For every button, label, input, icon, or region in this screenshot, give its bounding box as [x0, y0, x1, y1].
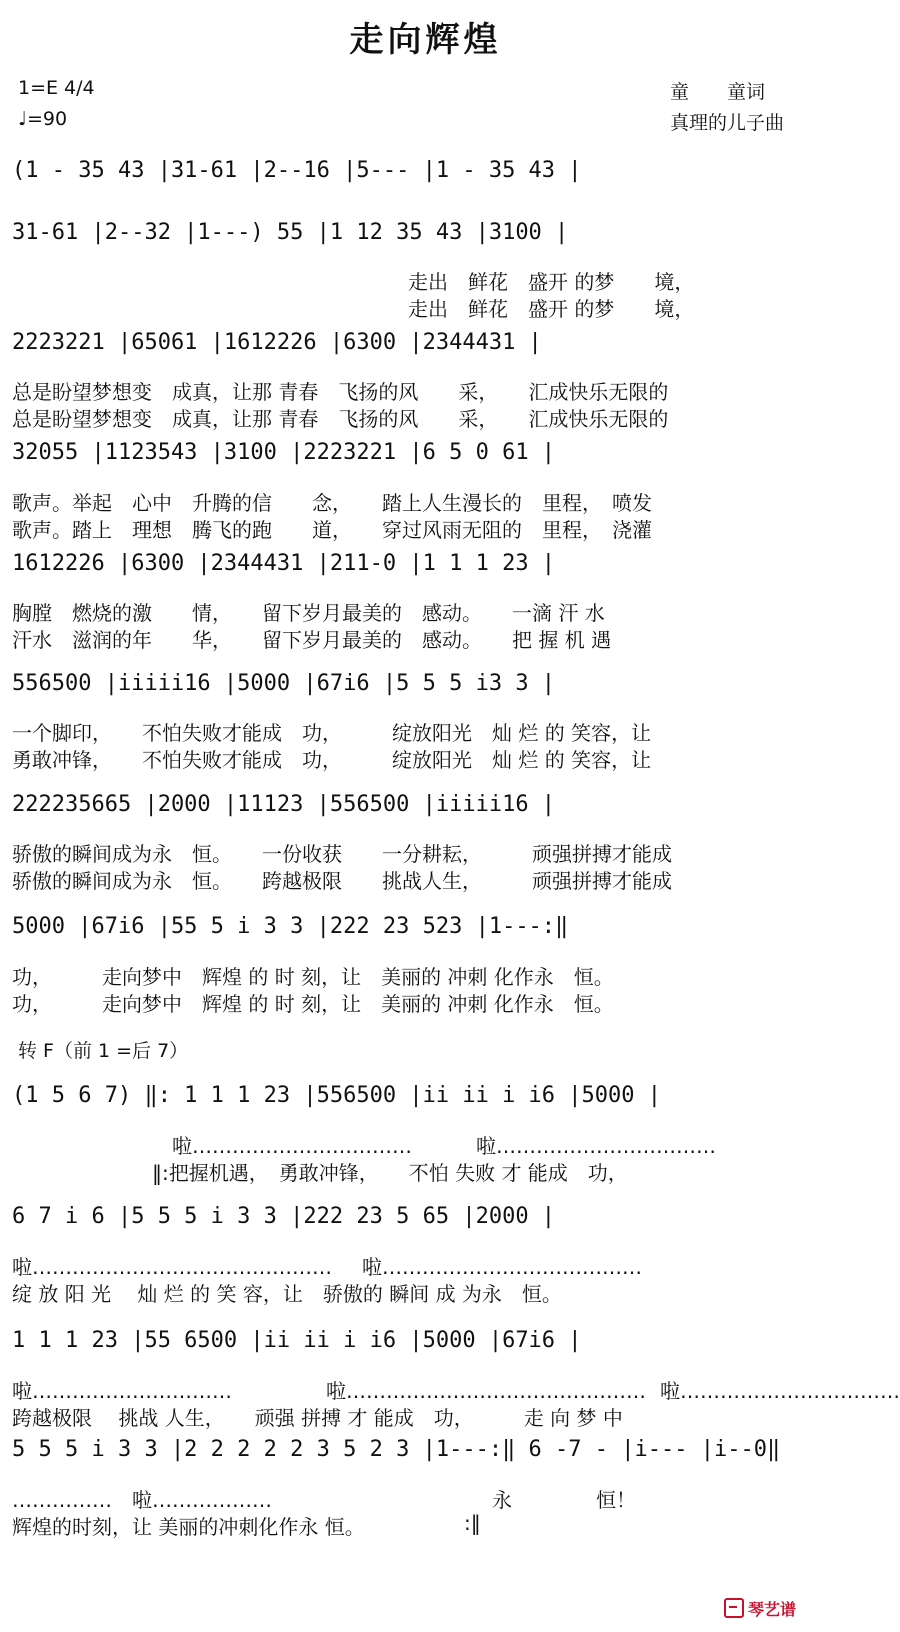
lyric-word: 永 [492, 1488, 512, 1512]
lyric-line: 功， 走向梦中 辉煌 的 时 刻，让 美丽的 冲刺 化作永 恒。 [12, 965, 614, 989]
music-line-9: (1 5 6 7) ‖: 1 1 1 23 |556500 |ii ii i i6 |5000 | [12, 1083, 662, 1108]
song-title: 走向辉煌 [349, 20, 502, 60]
lyric-line: 勇敢冲锋， 不怕失败才能成 功， 绽放阳光 灿 烂 的 笑容，让 [12, 748, 652, 772]
composer-credit: 真理的儿子曲 [670, 112, 785, 134]
lyric-line: 胸膛 燃烧的激 情， 留下岁月最美的 感动。 一滴 汗 水 [12, 601, 605, 625]
la-line: 啦…………………………… [660, 1379, 900, 1403]
lyric-line: ‖:把握机遇， 勇敢冲锋， 不怕 失败 才 能成 功， [152, 1161, 628, 1185]
music-line-12: 5 5 5 i 3 3 |2 2 2 2 2 3 5 2 3 |1---:‖ 6 -7 - |i--- |i--0‖ [12, 1437, 781, 1462]
music-line-7: 222235665 |2000 |11123 |556500 |iiiii16 | [12, 792, 556, 817]
lyric-line: 走出 鲜花 盛开 的梦 境， [408, 270, 695, 294]
lyric-line: 汗水 滋润的年 华， 留下岁月最美的 感动。 把 握 机 遇 [12, 628, 612, 652]
la-line: 啦………………………………… [362, 1255, 642, 1279]
logo-icon [724, 1598, 744, 1618]
music-line-6: 556500 |iiiii16 |5000 |67i6 |5 5 5 i3 3 | [12, 671, 556, 696]
repeat-sign: :‖ [464, 1511, 481, 1535]
music-line-1: (1 - 35 43 |31-61 |2--16 |5--- |1 - 35 43 | [12, 158, 582, 183]
tempo-marking: ♩=90 [18, 108, 68, 130]
music-line-11: 1 1 1 23 |55 6500 |ii ii i i6 |5000 |67i6 | [12, 1328, 582, 1353]
watermark-logo [724, 1597, 796, 1620]
music-line-3: 2223221 |65061 |1612226 |6300 |2344431 | [12, 330, 542, 355]
lyric-line: 功， 走向梦中 辉煌 的 时 刻，让 美丽的 冲刺 化作永 恒。 [12, 992, 614, 1016]
lyric-line: 骄傲的瞬间成为永 恒。 跨越极限 挑战人生， 顽强拼搏才能成 [12, 869, 672, 893]
key-signature: 1=E 4/4 [18, 77, 95, 99]
music-line-8: 5000 |67i6 |55 5 i 3 3 |222 23 523 |1---:‖ [12, 914, 569, 939]
la-line: 啦…………………………… [476, 1134, 716, 1158]
lyric-line: 跨越极限 挑战 人生， 顽强 拼搏 才 能成 功， 走 向 梦 中 [12, 1406, 623, 1430]
lyric-line: 歌声。踏上 理想 腾飞的跑 道， 穿过风雨无阻的 里程， 浇灌 [12, 518, 652, 542]
lyric-line: 骄傲的瞬间成为永 恒。 一份收获 一分耕耘， 顽强拼搏才能成 [12, 842, 672, 866]
music-line-2: 31-61 |2--32 |1---) 55 |1 12 35 43 |3100 | [12, 220, 569, 245]
la-line: 啦…………………………… [172, 1134, 412, 1158]
la-line: 啦……………………………………… [326, 1379, 646, 1403]
lyric-line: 一个脚印， 不怕失败才能成 功， 绽放阳光 灿 烂 的 笑容，让 [12, 721, 652, 745]
key-change-marking: 转 F（前 1 =后 7） [18, 1040, 189, 1062]
lyric-line: 歌声。举起 心中 升腾的信 念， 踏上人生漫长的 里程， 喷发 [12, 491, 652, 515]
watermark-text: 琴艺谱 [748, 1600, 797, 1619]
la-line: …………… 啦……………… [12, 1488, 272, 1512]
lyric-line: 总是盼望梦想变 成真，让那 青春 飞扬的风 采， 汇成快乐无限的 [12, 380, 669, 404]
la-line: 啦………………………… [12, 1379, 232, 1403]
lyric-word: 恒！ [596, 1488, 636, 1512]
music-line-5: 1612226 |6300 |2344431 |211-0 |1 1 1 23 | [12, 551, 556, 576]
music-line-10: 6 7 i 6 |5 5 5 i 3 3 |222 23 5 65 |2000 | [12, 1204, 556, 1229]
music-line-4: 32055 |1123543 |3100 |2223221 |6 5 0 61 | [12, 440, 556, 465]
la-line: 啦……………………………………… [12, 1255, 332, 1279]
lyric-line: 总是盼望梦想变 成真，让那 青春 飞扬的风 采， 汇成快乐无限的 [12, 407, 669, 431]
lyric-line: 辉煌的时刻，让 美丽的冲刺化作永 恒。 [12, 1515, 365, 1539]
lyric-line: 走出 鲜花 盛开 的梦 境， [408, 297, 695, 321]
lyricist-credit: 童 童词 [670, 81, 766, 103]
lyric-line: 绽 放 阳 光 灿 烂 的 笑 容，让 骄傲的 瞬间 成 为永 恒。 [12, 1282, 562, 1306]
